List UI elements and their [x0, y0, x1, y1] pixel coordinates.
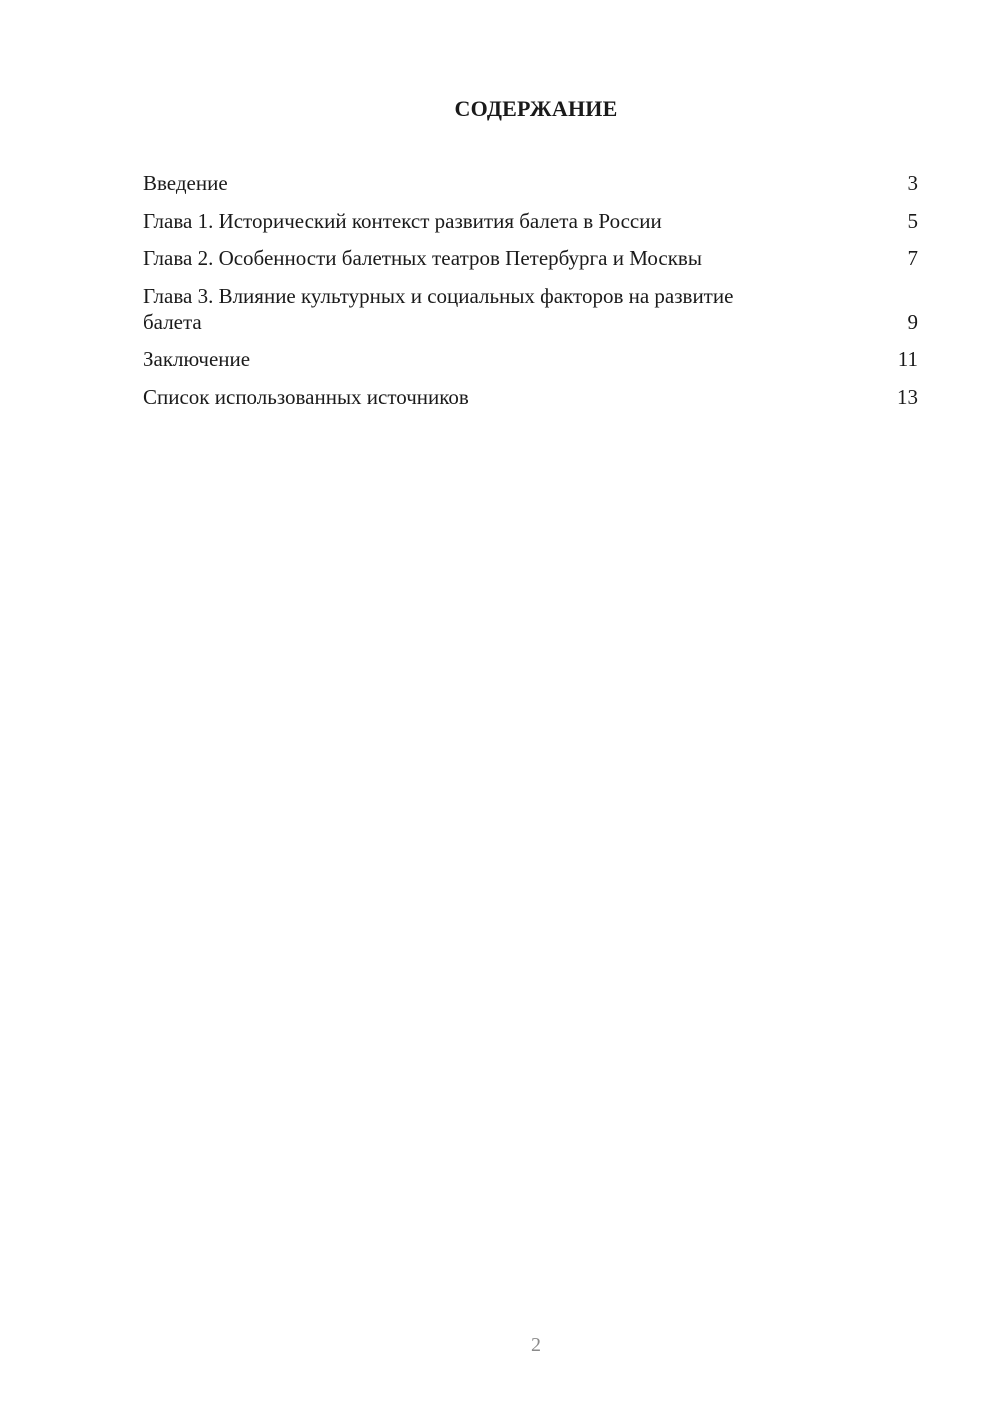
toc-entry-introduction [143, 170, 918, 196]
toc-entry-text: Заключение [143, 347, 251, 371]
toc-entry-chapter-1 [143, 208, 918, 234]
toc-entry-page: 13 [897, 384, 918, 409]
toc-entry-references [143, 384, 918, 410]
toc-entry-text: Глава 1. Исторический контекст развития балета в России [143, 208, 662, 233]
toc-entry-page: 9 [907, 309, 918, 334]
toc-entry-text: Глава 3. Влияние культурных и социальных факторов на развитие балета [143, 283, 734, 334]
toc-entry-text: Глава 2. Особенности балетных театров Петербурга и Москвы [143, 246, 702, 270]
toc-entry-chapter-3 [143, 283, 918, 335]
toc-entry-conclusion [143, 346, 918, 372]
toc-entry-page: 11 [897, 347, 918, 371]
toc-entry-page: 5 [907, 208, 918, 233]
page-title: СОДЕРЖАНИЕ [454, 96, 618, 121]
toc-entry-page: 7 [907, 246, 918, 270]
toc-entry-text: Введение [143, 171, 228, 195]
table-of-contents [143, 170, 918, 421]
toc-entry-page: 3 [907, 171, 918, 195]
toc-entry-text: Список использованных источников [143, 384, 469, 409]
toc-entry-chapter-2 [143, 245, 918, 271]
page-number: 2 [531, 1334, 541, 1356]
